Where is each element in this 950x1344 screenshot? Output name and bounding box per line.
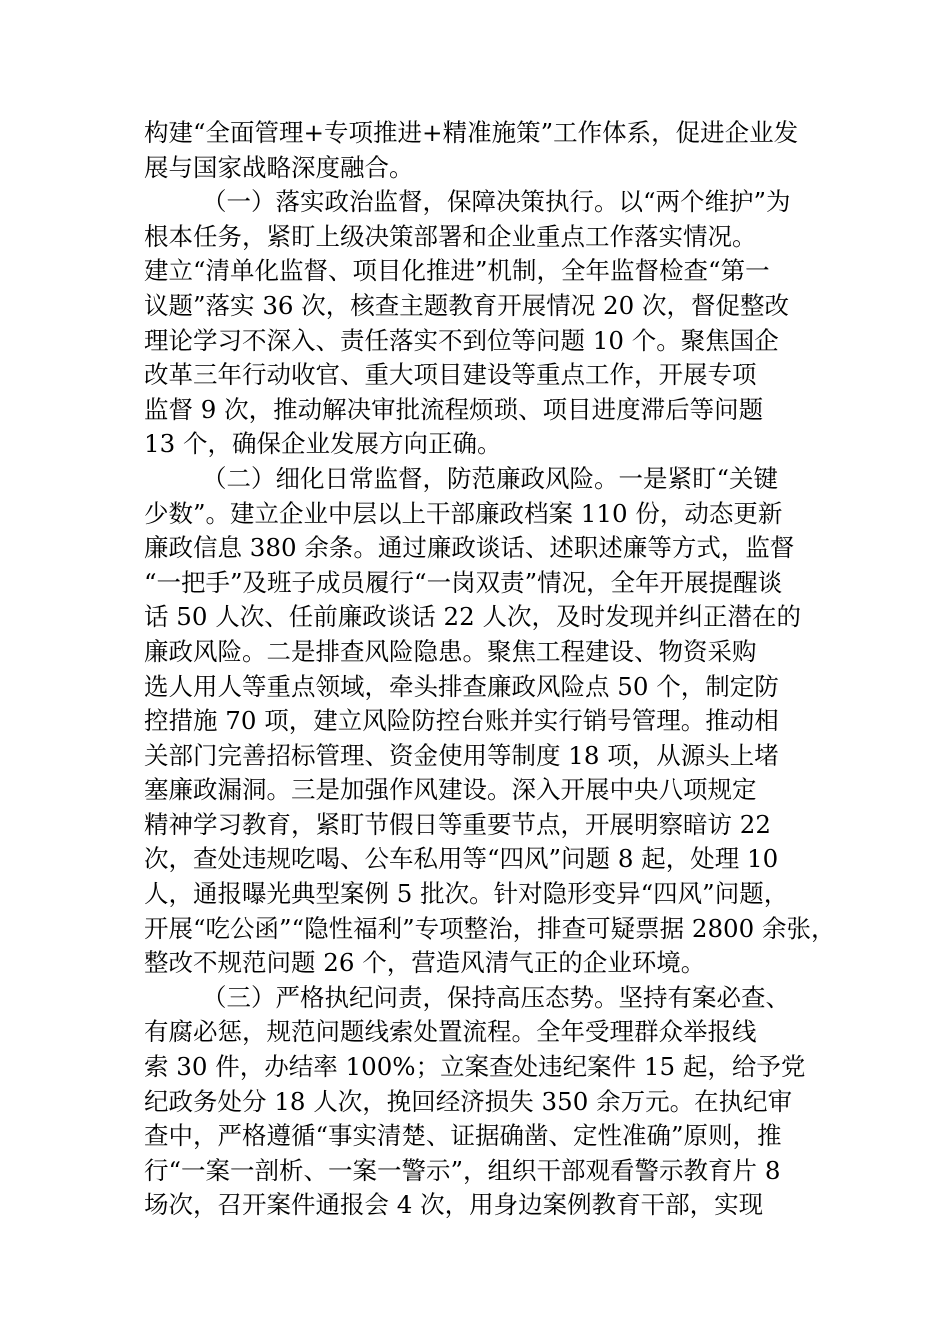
text-line: 构建“全面管理+专项推进+精准施策”工作体系，促进企业发 [144, 118, 799, 147]
text-line: 索 30 件，办结率 100%；立案查处违纪案件 15 起，给予党 [144, 1052, 806, 1082]
text-line: 精神学习教育，紧盯节假日等重要节点，开展明察暗访 22 [144, 809, 771, 839]
text-line: 整改不规范问题 26 个，营造风清气正的企业环境。 [144, 948, 706, 978]
text-line: 议题”落实 36 次，核查主题教育开展情况 20 次，督促整改 [144, 290, 790, 320]
text-line: 话 50 人次、任前廉政谈话 22 人次，及时发现并纠正潜在的 [144, 602, 801, 632]
section-heading-line: （三）严格执纪问责，保持高压态势。坚持有案必查、 [202, 982, 790, 1012]
text-line: 次，查处违规吃喝、公车私用等“四风”问题 8 起，处理 10 [144, 844, 779, 874]
text-line: 理论学习不深入、责任落实不到位等问题 10 个。聚焦国企 [144, 325, 779, 355]
section-heading-line: （二）细化日常监督，防范廉政风险。一是紧盯“关键 [202, 463, 779, 493]
text-line: 展与国家战略深度融合。 [144, 152, 414, 182]
section-heading-line: （一）落实政治监督，保障决策执行。以“两个维护”为 [202, 187, 791, 217]
text-line: 廉政信息 380 余条。通过廉政谈话、述职述廉等方式，监督 [144, 533, 795, 563]
text-line: 查中，严格遵循“事实清楚、证据确凿、定性准确”原则，推 [144, 1121, 782, 1151]
text-line: 建立“清单化监督、项目化推进”机制，全年监督检查“第一 [144, 256, 770, 286]
text-line: 监督 9 次，推动解决审批流程烦琐、项目进度滞后等问题 [144, 394, 764, 424]
text-line: 人，通报曝光典型案例 5 批次。针对隐形变异“四风”问题， [144, 879, 789, 909]
text-line: 控措施 70 项，建立风险防控台账并实行销号管理。推动相 [144, 706, 779, 736]
text-line: 13 个，确保企业发展方向正确。 [144, 429, 502, 459]
text-line: 场次，召开案件通报会 4 次，用身边案例教育干部，实现 [144, 1190, 764, 1220]
text-line: 开展“吃公函”“隐性福利”专项整治，排查可疑票据 2800 余张， [144, 913, 836, 943]
text-line: 关部门完善招标管理、资金使用等制度 18 项，从源头上堵 [144, 740, 779, 770]
text-line: 有腐必惩，规范问题线索处置流程。全年受理群众举报线 [144, 1017, 757, 1047]
text-line: 塞廉政漏洞。三是加强作风建设。深入开展中央八项规定 [144, 775, 757, 805]
text-line: 选人用人等重点领域，牵头排查廉政风险点 50 个，制定防 [144, 671, 779, 701]
text-line: 改革三年行动收官、重大项目建设等重点工作，开展专项 [144, 360, 757, 390]
body-text [144, 116, 834, 1223]
text-line: “一把手”及班子成员履行“一岗双责”情况，全年开展提醒谈 [144, 567, 783, 597]
text-line: 行“一案一剖析、一案一警示”，组织干部观看警示教育片 8 [144, 1155, 781, 1185]
text-line: 廉政风险。二是排查风险隐患。聚焦工程建设、物资采购 [144, 636, 757, 666]
text-line: 少数”。建立企业中层以上干部廉政档案 110 份，动态更新 [144, 498, 783, 528]
text-line: 纪政务处分 18 人次，挽回经济损失 350 余万元。在执纪审 [144, 1086, 793, 1116]
text-line: 根本任务，紧盯上级决策部署和企业重点工作落实情况。 [144, 221, 757, 251]
